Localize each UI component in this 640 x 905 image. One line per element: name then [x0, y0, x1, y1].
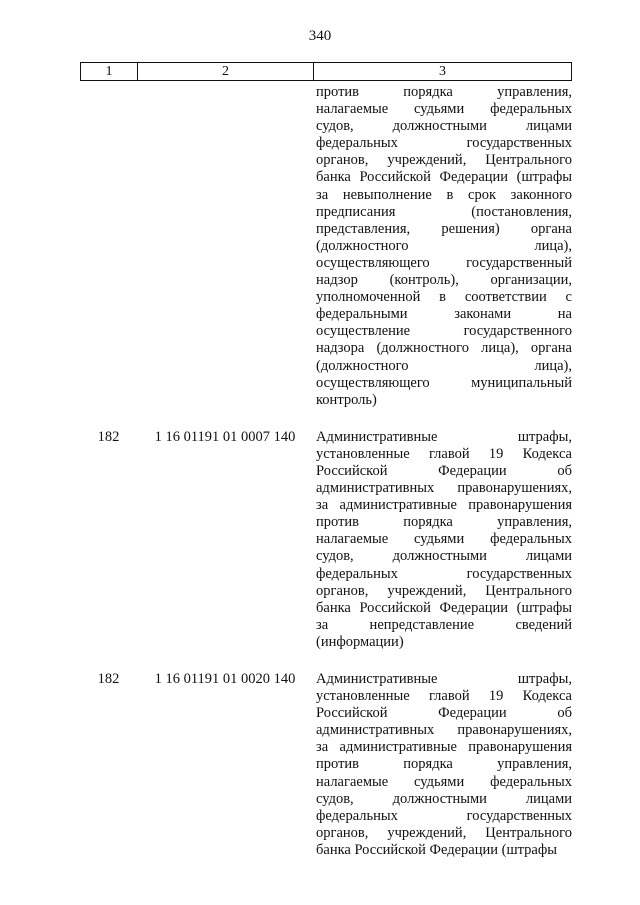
description-line: за невыполнение в срок законного: [316, 186, 572, 203]
description-line: против порядка управления,: [316, 756, 572, 773]
description-line: установленные главой 19 Кодекса: [316, 688, 572, 705]
description-line: административных правонарушениях,: [316, 722, 572, 739]
description-line: Российской Федерации об: [316, 705, 572, 722]
table-row: [80, 671, 572, 859]
description-line: надзора (должностного лица), органа: [316, 340, 572, 357]
table-row: [80, 429, 572, 651]
description-line: налагаемые судьями федеральных: [316, 531, 572, 548]
description-line: представления, решения) органа: [316, 220, 572, 237]
description-line: федеральных государственных: [316, 135, 572, 152]
description-line: предписания (постановления,: [316, 203, 572, 220]
description-line: (информации): [316, 633, 404, 650]
admin-code: 182: [97, 428, 120, 445]
budget-classification-code: 1 16 01191 01 0020 140: [154, 671, 296, 687]
header-col-3: 3: [439, 63, 446, 79]
description-line: Административные штрафы,: [316, 671, 572, 687]
header-col-1: 1: [81, 63, 138, 80]
description-line: осуществляющего государственный: [316, 254, 572, 271]
description-line: контроль): [316, 391, 377, 408]
description-line: надзор (контроль), организации,: [316, 272, 572, 289]
description-line: против порядка управления,: [316, 514, 572, 531]
page-number: 340: [308, 28, 332, 44]
revenue-description: [316, 671, 572, 859]
description-line: налагаемые судьями федеральных: [316, 101, 572, 118]
description-line: (должностного лица),: [316, 357, 572, 374]
description-line: уполномоченной в соответствии с: [316, 289, 572, 306]
table-row: [80, 84, 572, 409]
table-header: [80, 62, 572, 81]
description-line: банка Российской Федерации (штрафы: [316, 599, 572, 616]
description-line: органов, учреждений, Центрального: [316, 582, 572, 599]
description-line: Российской Федерации об: [316, 462, 572, 479]
revenue-description: [316, 429, 572, 651]
description-line: банка Российской Федерации (штрафы: [316, 841, 557, 858]
description-line: установленные главой 19 Кодекса: [316, 445, 572, 462]
budget-classification-code: [137, 84, 313, 409]
description-line: судов, должностными лицами: [316, 118, 572, 135]
description-line: административных правонарушениях,: [316, 480, 572, 497]
description-line: органов, учреждений, Центрального: [316, 824, 572, 841]
description-line: налагаемые судьями федеральных: [316, 773, 572, 790]
description-line: за непредставление сведений: [316, 616, 572, 633]
revenue-description: [316, 84, 572, 409]
description-line: против порядка управления,: [316, 84, 572, 100]
description-line: федеральными законами на: [316, 306, 572, 323]
description-line: федеральных государственных: [316, 807, 572, 824]
description-line: банка Российской Федерации (штрафы: [316, 169, 572, 186]
description-line: осуществляющего муниципальный: [316, 374, 572, 391]
description-line: судов, должностными лицами: [316, 790, 572, 807]
admin-code: [80, 84, 137, 409]
description-line: осуществление государственного: [316, 323, 572, 340]
budget-classification-code: 1 16 01191 01 0007 140: [154, 428, 296, 445]
description-line: за административные правонарушения: [316, 497, 572, 514]
description-line: (должностного лица),: [316, 237, 572, 254]
description-line: за административные правонарушения: [316, 739, 572, 756]
table-body: [80, 84, 572, 859]
admin-code: 182: [97, 671, 120, 687]
header-col-2: 2: [138, 63, 314, 80]
description-line: судов, должностными лицами: [316, 548, 572, 565]
description-line: органов, учреждений, Центрального: [316, 152, 572, 169]
description-line: Административные штрафы,: [316, 428, 572, 445]
description-line: федеральных государственных: [316, 565, 572, 582]
